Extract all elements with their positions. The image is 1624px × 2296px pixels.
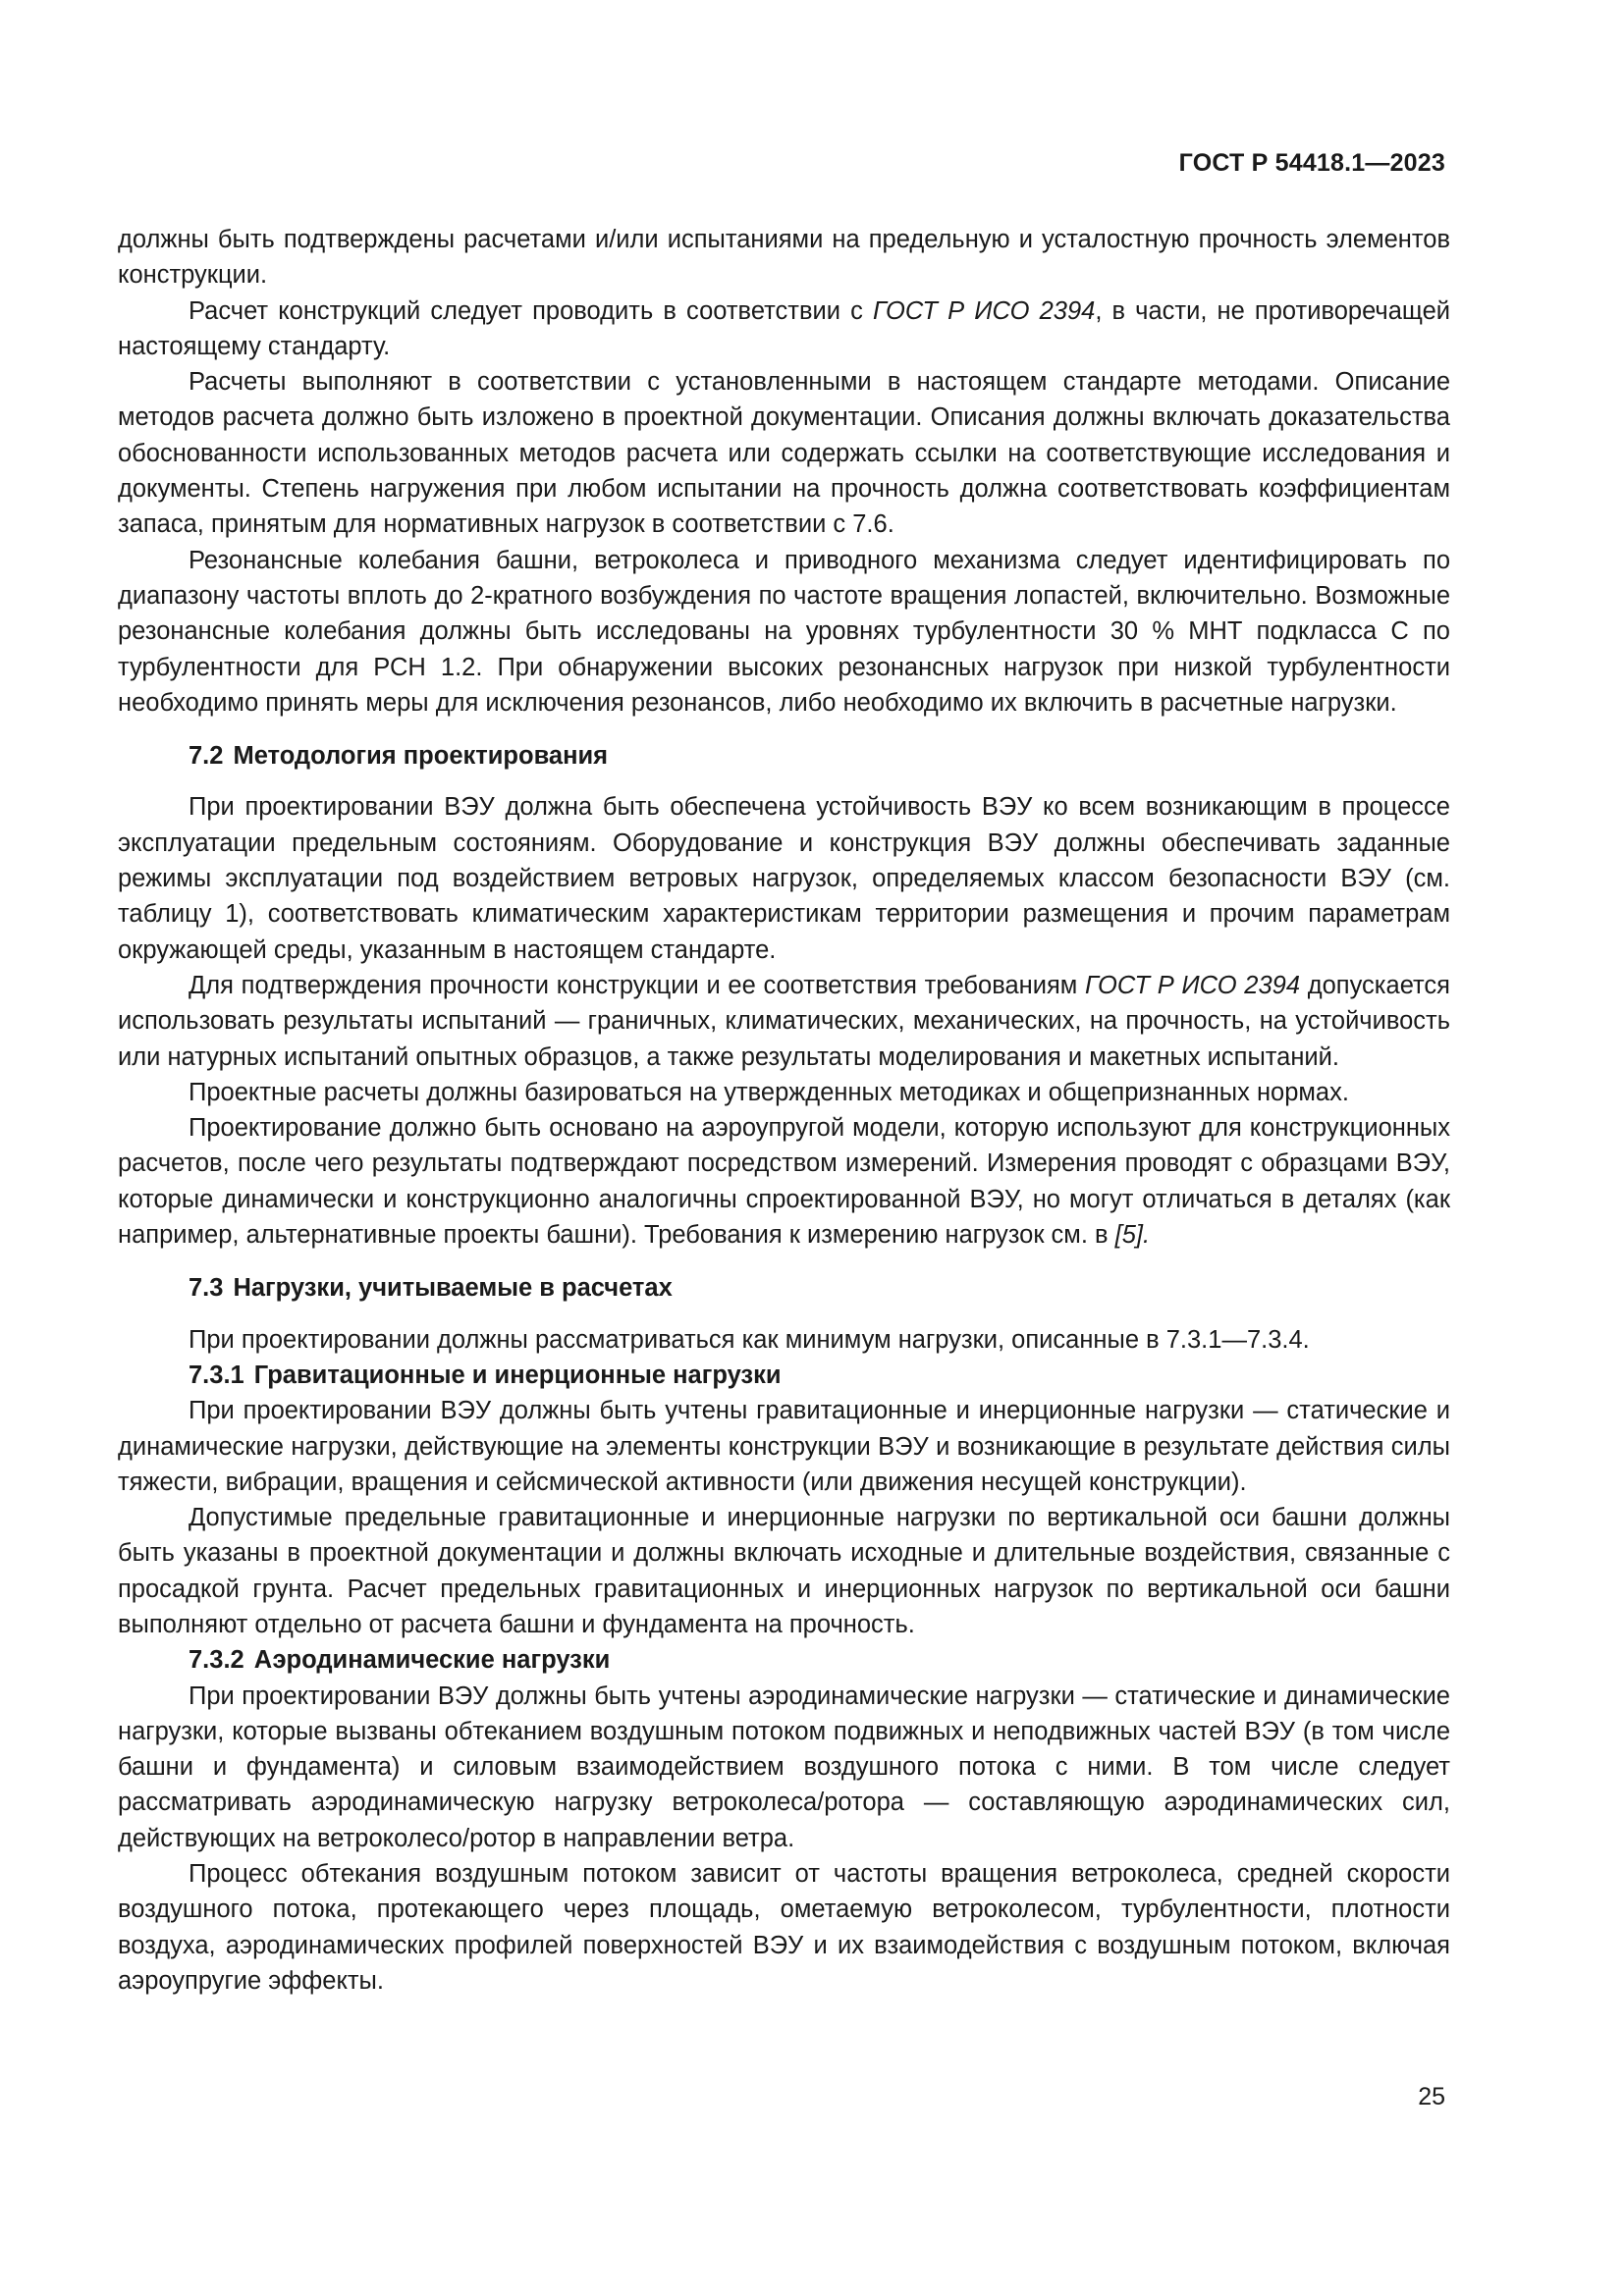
bibliography-reference: [5]. [1114,1221,1151,1250]
page-number: 25 [1418,2083,1445,2110]
paragraph: Резонансные колебания башни, ветроколеса и приводного механизма следует идентифицировать по диапазону частоты вплоть до 2-кратного возбуждения по частоте вращения лопастей, включительно. Возможные резонансные колебания должны быть исследованы на уровнях турбулентности 30 % МНТ подкласса С по турбулентности для РСН 1.2. При обнаружении высоких резонансных нагрузок при низкой турбулентности необходимо принять меры для исключения резонансов, либо необходимо их включить в расчетные нагрузки. [118,546,1450,717]
paragraph: должны быть подтверждены расчетами и/или испытаниями на предельную и усталостную прочность элементов конструкции. [118,226,1450,290]
section-heading-7-3-2: 7.3.2 Аэродинамические нагрузки [189,1646,611,1675]
document-body [118,222,1450,1999]
paragraph: При проектировании ВЭУ должны быть учтены гравитационные и инерционные нагрузки — статические и динамические нагрузки, действующие на элементы конструкции ВЭУ и возникающие в результате действия силы тяжести, вибрации, вращения и сейсмической активности (или движения несущей конструкции). [118,1397,1450,1496]
section-heading-7-2: 7.2 Методология проектирования [189,742,609,771]
paragraph: Для подтверждения прочности конструкции и ее соответствия требованиям ГОСТ Р ИСО 2394 допускается использовать результаты испытаний — граничных, климатических, механических, на прочность, на устойчивость или натурных испытаний опытных образцов, а также результаты моделирования и макетных испытаний. [118,971,1450,1071]
standard-reference: ГОСТ Р ИСО 2394 [873,296,1096,325]
paragraph: Процесс обтекания воздушным потоком зависит от частоты вращения ветроколеса, средней скорости воздушного потока, протекающего через площадь, ометаемую ветроколесом, турбулентности, плотности воздуха, аэродинамических профилей поверхностей ВЭУ и их взаимодействия с воздушным потоком, включая аэроупругие эффекты. [118,1860,1450,1995]
section-heading-7-3: 7.3 Нагрузки, учитываемые в расчетах [189,1274,673,1303]
paragraph: Расчет конструкций следует проводить в соответствии с ГОСТ Р ИСО 2394, в части, не противоречащей настоящему стандарту. [118,296,1450,360]
paragraph: Проектные расчеты должны базироваться на утвержденных методиках и общепризнанных нормах. [189,1078,1349,1106]
standard-reference: ГОСТ Р ИСО 2394 [1085,971,1301,999]
section-heading-7-3-1: 7.3.1 Гравитационные и инерционные нагрузки [189,1361,782,1389]
paragraph: При проектировании ВЭУ должны быть учтены аэродинамические нагрузки — статические и динамические нагрузки, которые вызваны обтеканием воздушным потоком подвижных и неподвижных частей ВЭУ (в том числе башни и фундамента) и силовым взаимодействием воздушного потока с ними. В том числе следует рассматривать аэродинамическую нагрузку ветроколеса/ротора — составляющую аэродинамических сил, действующих на ветроколесо/ротор в направлении ветра. [118,1682,1450,1852]
document-header: ГОСТ Р 54418.1—2023 [1178,149,1445,177]
paragraph: При проектировании ВЭУ должна быть обеспечена устойчивость ВЭУ ко всем возникающим в процессе эксплуатации предельным состояниям. Оборудование и конструкция ВЭУ должны обеспечивать заданные режимы эксплуатации под воздействием ветровых нагрузок, определяемых классом безопасности ВЭУ (см. таблицу 1), соответствовать климатическим характеристикам территории размещения и прочим параметрам окружающей среды, указанным в настоящем стандарте. [118,793,1450,964]
paragraph: Допустимые предельные гравитационные и инерционные нагрузки по вертикальной оси башни должны быть указаны в проектной документации и должны включать исходные и длительные воздействия, связанные с просадкой грунта. Расчет предельных гравитационных и инерционных нагрузок по вертикальной оси башни выполняют отдельно от расчета башни и фундамента на прочность. [118,1504,1450,1638]
paragraph: Проектирование должно быть основано на аэроупругой модели, которую используют для конструкционных расчетов, после чего результаты подтверждают посредством измерений. Измерения проводят с образцами ВЭУ, которые динамически и конструкционно аналогичны спроектированной ВЭУ, но могут отличаться в деталях (как например, альтернативные проекты башни). Требования к измерению нагрузок см. в [5]. [118,1114,1450,1250]
paragraph: При проектировании должны рассматриваться как минимум нагрузки, описанные в 7.3.1—7.3.4. [189,1325,1310,1354]
paragraph: Расчеты выполняют в соответствии с установленными в настоящем стандарте методами. Описание методов расчета должно быть изложено в проектной документации. Описания должны включать доказательства обоснованности использованных методов расчета или содержать ссылки на соответствующие исследования и документы. Степень нагружения при любом испытании на прочность должна соответствовать коэффициентам запаса, принятым для нормативных нагрузок в соответствии с 7.6. [118,368,1450,539]
